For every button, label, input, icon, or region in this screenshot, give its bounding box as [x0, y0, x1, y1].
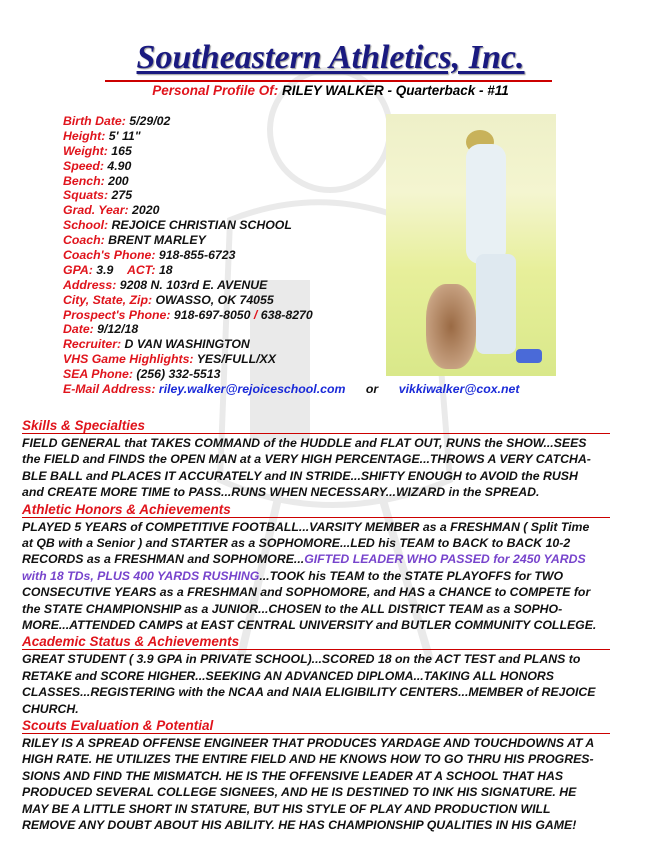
highlighted-text: GIFTED LEADER WHO PASSED for 2450 YARDS — [304, 552, 586, 567]
text-line — [22, 451, 591, 467]
phone-separator: / — [253, 307, 258, 322]
text-segment: FIELD GENERAL that TAKES COMMAND of the HUDDLE and FLAT OUT, RUNS the SHOW...SEES — [22, 436, 587, 450]
info-value: D VAN WASHINGTON — [124, 337, 250, 352]
info-label: Grad. Year: — [63, 203, 129, 218]
info-label: School: — [63, 218, 109, 233]
text-segment: at QB with a Senior ) and STARTER as a SOPHOMORE...LED his TEAM to BACK to BACK 10-2 — [22, 535, 571, 550]
or-text: or — [365, 382, 379, 397]
info-value: 2020 — [132, 203, 160, 218]
jersey-shape — [466, 144, 506, 264]
info-label: GPA: — [63, 262, 93, 277]
text-segment: CONSECUTIVE YEARS as a FRESHMAN and SOPHOMORE, and HAS a CHANCE to COMPETE for — [22, 585, 591, 600]
info-value: 200 — [108, 173, 129, 188]
text-line — [22, 435, 591, 451]
info-value: 4.90 — [107, 158, 132, 173]
alt-email-link[interactable]: vikkiwalker@cox.net — [398, 382, 520, 397]
blurred-dog-shape — [426, 284, 476, 369]
info-value: 3.9 — [96, 262, 114, 277]
act-label: ACT: — [127, 262, 156, 277]
section-heading: Scouts Evaluation & Potential — [22, 718, 610, 734]
section-heading: Skills & Specialties — [22, 418, 610, 434]
info-value: 5' 11" — [108, 128, 141, 143]
info-label: Coach: — [63, 233, 105, 248]
text-segment: BLE BALL and PLACES IT ACCURATELY and IN STRIDE...SHIFTY ENOUGH to AVOID the RUSH — [22, 468, 578, 483]
text-line — [22, 668, 595, 684]
text-line — [22, 701, 595, 717]
info-label: SEA Phone: — [63, 367, 133, 382]
info-label: Weight: — [63, 143, 108, 158]
text-segment: RECORDS as a FRESHMAN and SOPHOMORE... — [22, 552, 305, 567]
info-label: Coach's Phone: — [63, 248, 156, 263]
text-segment: RILEY IS A SPREAD OFFENSE ENGINEER THAT PRODUCES YARDAGE AND TOUCHDOWNS AT A — [22, 736, 595, 750]
info-label: Speed: — [63, 158, 104, 173]
info-label: Prospect's Phone: — [63, 307, 171, 322]
info-value: 918-855-6723 — [158, 248, 236, 263]
info-label: E-Mail Address: — [63, 382, 156, 397]
legs-shape — [476, 254, 516, 354]
info-label: Birth Date: — [63, 114, 126, 128]
text-segment: and CREATE MORE TIME to PASS...RUNS WHEN NECESSARY...WIZARD in the SPREAD. — [22, 485, 540, 500]
text-segment: the FIELD and FINDS the OPEN MAN at a VERY HIGH PERCENTAGE...THROWS A VERY CATCHA- — [22, 452, 591, 467]
info-value: 165 — [111, 143, 132, 158]
player-photo — [386, 114, 556, 376]
text-segment: CHURCH. — [22, 701, 79, 716]
text-segment: GREAT STUDENT ( 3.9 GPA in PRIVATE SCHOOL)...SCORED 18 on the ACT TEST and PLANS to — [22, 652, 581, 667]
text-line — [22, 617, 596, 633]
section-text — [22, 735, 594, 833]
info-value: 9208 N. 103rd E. AVENUE — [119, 277, 268, 292]
info-value: BRENT MARLEY — [108, 233, 206, 248]
text-segment: MAY BE A LITTLE SHORT IN STATURE, BUT HIS STYLE OF PLAY AND PRODUCTION WILL — [22, 801, 551, 816]
section-text — [22, 651, 595, 717]
act-value: 18 — [158, 262, 173, 277]
text-line — [22, 519, 596, 535]
text-line — [22, 817, 594, 833]
info-label: Address: — [63, 277, 117, 292]
text-segment: SIONS AND FIND THE MISMATCH. HE IS THE OFFENSIVE LEADER AT A SCHOOL THAT HAS — [22, 768, 564, 783]
info-value: 275 — [111, 188, 133, 203]
text-segment: HIGH RATE. HE UTILIZES THE ENTIRE FIELD AND HE KNOWS HOW TO GO THRU HIS PROGRES- — [22, 752, 594, 767]
profile-label: Personal Profile Of: — [152, 83, 279, 98]
section-heading: Academic Status & Achievements — [22, 634, 610, 650]
text-line — [22, 535, 596, 551]
info-value: 918-697-8050 — [173, 307, 251, 322]
section-heading: Athletic Honors & Achievements — [22, 502, 610, 518]
company-title: Southeastern Athletics, Inc. — [136, 39, 525, 76]
info-value: OWASSO, OK 74055 — [155, 292, 274, 307]
text-line — [22, 768, 594, 784]
text-line — [22, 568, 596, 584]
info-label: Squats: — [63, 188, 109, 203]
text-line — [22, 751, 594, 767]
highlighted-text: with 18 TDs, PLUS 400 YARDS RUSHING — [22, 568, 260, 583]
info-label: City, State, Zip: — [63, 292, 153, 307]
text-segment: the STATE CHAMPIONSHIP as a JUNIOR...CHOSEN to the ALL DISTRICT TEAM as a SOPHO- — [22, 601, 563, 616]
text-segment: MORE...ATTENDED CAMPS at EAST CENTRAL UNIVERSITY and BUTLER COMMUNITY COLLEGE. — [22, 617, 597, 632]
profile-name: RILEY WALKER - Quarterback - #11 — [281, 83, 509, 98]
text-line — [22, 735, 594, 751]
info-value: 9/12/18 — [97, 322, 139, 337]
text-segment: ...TOOK his TEAM to the STATE PLAYOFFS for TWO — [259, 568, 564, 583]
text-segment: CLASSES...REGISTERING with the NCAA and NAIA ELIGIBILITY CENTERS...MEMBER of REJOICE — [22, 685, 596, 700]
info-row — [63, 382, 519, 397]
info-value: REJOICE CHRISTIAN SCHOOL — [111, 218, 292, 233]
text-line — [22, 651, 595, 667]
text-line — [22, 584, 596, 600]
text-line — [22, 551, 596, 567]
info-label: Height: — [63, 128, 106, 143]
info-label: Bench: — [63, 173, 105, 188]
text-line — [22, 684, 595, 700]
info-value: YES/FULL/XX — [196, 352, 276, 367]
section-text — [22, 435, 591, 501]
text-line — [22, 468, 591, 484]
text-segment: PLAYED 5 YEARS of COMPETITIVE FOOTBALL...VARSITY MEMBER as a FRESHMAN ( Split Time — [22, 519, 590, 534]
title-divider — [105, 80, 552, 82]
shoe-shape — [516, 349, 542, 363]
info-label: Recruiter: — [63, 337, 122, 352]
alt-phone: 638-8270 — [260, 307, 313, 322]
text-line — [22, 801, 594, 817]
text-segment: REMOVE ANY DOUBT ABOUT HIS ABILITY. HE HAS CHAMPIONSHIP QUALITIES IN HIS GAME! — [22, 817, 577, 832]
info-value: (256) 332-5513 — [136, 367, 221, 382]
text-line — [22, 484, 591, 500]
info-label: VHS Game Highlights: — [63, 352, 194, 367]
section-text — [22, 519, 596, 634]
text-line — [22, 784, 594, 800]
info-label: Date: — [63, 322, 94, 337]
profile-subtitle — [0, 83, 661, 99]
info-value[interactable]: riley.walker@rejoiceschool.com — [158, 382, 346, 397]
text-segment: RETAKE and SCORE HIGHER...SEEKING AN ADVANCED DIPLOMA...TAKING ALL HONORS — [22, 668, 554, 683]
text-segment: PRODUCED SEVERAL COLLEGE SIGNEES, AND HE IS DESTINED TO INK HIS SIGNATURE. HE — [22, 785, 577, 800]
info-value: 5/29/02 — [129, 114, 171, 128]
text-line — [22, 601, 596, 617]
